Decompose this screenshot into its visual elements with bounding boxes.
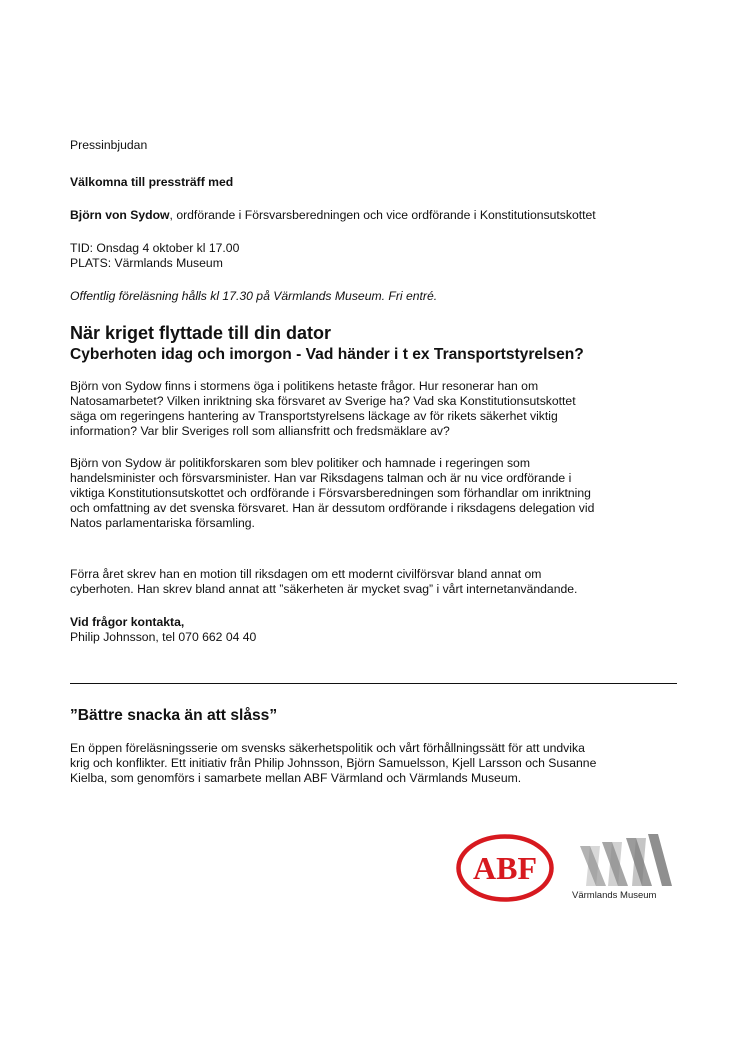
abf-logo-text: ABF (473, 850, 537, 886)
paragraph-line: En öppen föreläsningsserie om svensks säkerhetspolitik och vårt förhållningssätt för att undvika (70, 741, 585, 755)
press-label: Pressinbjudan (70, 138, 148, 152)
paragraph-1 (70, 379, 690, 439)
paragraph-3 (70, 567, 690, 597)
paragraph-line: cyberhoten. Han skrev bland annat att ”säkerheten är mycket svag” i vårt internetanvändande. (70, 582, 578, 596)
event-time: TID: Onsdag 4 oktober kl 17.00 (70, 241, 240, 255)
paragraph-2 (70, 456, 690, 531)
paragraph-line: krig och konflikter. Ett initiativ från Philip Johnsson, Björn Samuelsson, Kjell Larsson och Susanne (70, 756, 597, 770)
welcome-heading: Välkomna till pressträff med (70, 175, 234, 189)
paragraph-line: Natos parlamentariska församling. (70, 516, 255, 530)
paragraph-line: Björn von Sydow finns i stormens öga i politikens hetaste frågor. Hur resonerar han om (70, 379, 539, 393)
paragraph-line: säga om regeringens hantering av Transportstyrelsens läckage av för rikets säkerhet viktig (70, 409, 558, 423)
contact-line: Philip Johnsson, tel 070 662 04 40 (70, 630, 257, 644)
paragraph-line: Natosamarbetet? Vilken inriktning ska försvaret av Sverige ha? Vad ska Konstitutionsutskottet (70, 394, 576, 408)
contact-heading: Vid frågor kontakta, (70, 615, 185, 629)
main-title: När kriget flyttade till din dator (70, 323, 332, 343)
paragraph-line: och omfattning av det svenska försvaret. Han är dessutom ordförande i riksdagens delegation vid (70, 501, 595, 515)
series-description (70, 741, 690, 786)
paragraph-line: viktiga Konstitutionsutskottet och ordförande i Försvarsberedningen som förhandlar om inriktning (70, 486, 591, 500)
paragraph-line: information? Var blir Sveriges roll som alliansfritt och fredsmäklare av? (70, 424, 450, 438)
series-title: ”Bättre snacka än att slåss” (70, 707, 278, 724)
speaker-name: Björn von Sydow (70, 208, 170, 222)
paragraph-line: Björn von Sydow är politikforskaren som blev politiker och hamnade i regeringen som (70, 456, 530, 470)
museum-logo-label: Värmlands Museum (572, 890, 657, 901)
lecture-note: Offentlig föreläsning hålls kl 17.30 på Värmlands Museum. Fri entré. (70, 289, 438, 303)
speaker-line (70, 208, 596, 223)
varmlands-museum-logo (574, 832, 678, 888)
main-subtitle: Cyberhoten idag och imorgon - Vad händer i t ex Transportstyrelsen? (70, 346, 584, 363)
paragraph-line: Kielba, som genomförs i samarbete mellan ABF Värmland och Värmlands Museum. (70, 771, 522, 785)
paragraph-line: handelsminister och försvarsminister. Han var Riksdagens talman och är nu vice ordförande i (70, 471, 572, 485)
section-divider (70, 683, 677, 684)
paragraph-line: Förra året skrev han en motion till riksdagen om ett modernt civilförsvar bland annat om (70, 567, 542, 581)
speaker-role: , ordförande i Försvarsberedningen och vice ordförande i Konstitutionsutskottet (169, 208, 596, 222)
abf-logo (456, 834, 554, 902)
event-place: PLATS: Värmlands Museum (70, 256, 223, 270)
